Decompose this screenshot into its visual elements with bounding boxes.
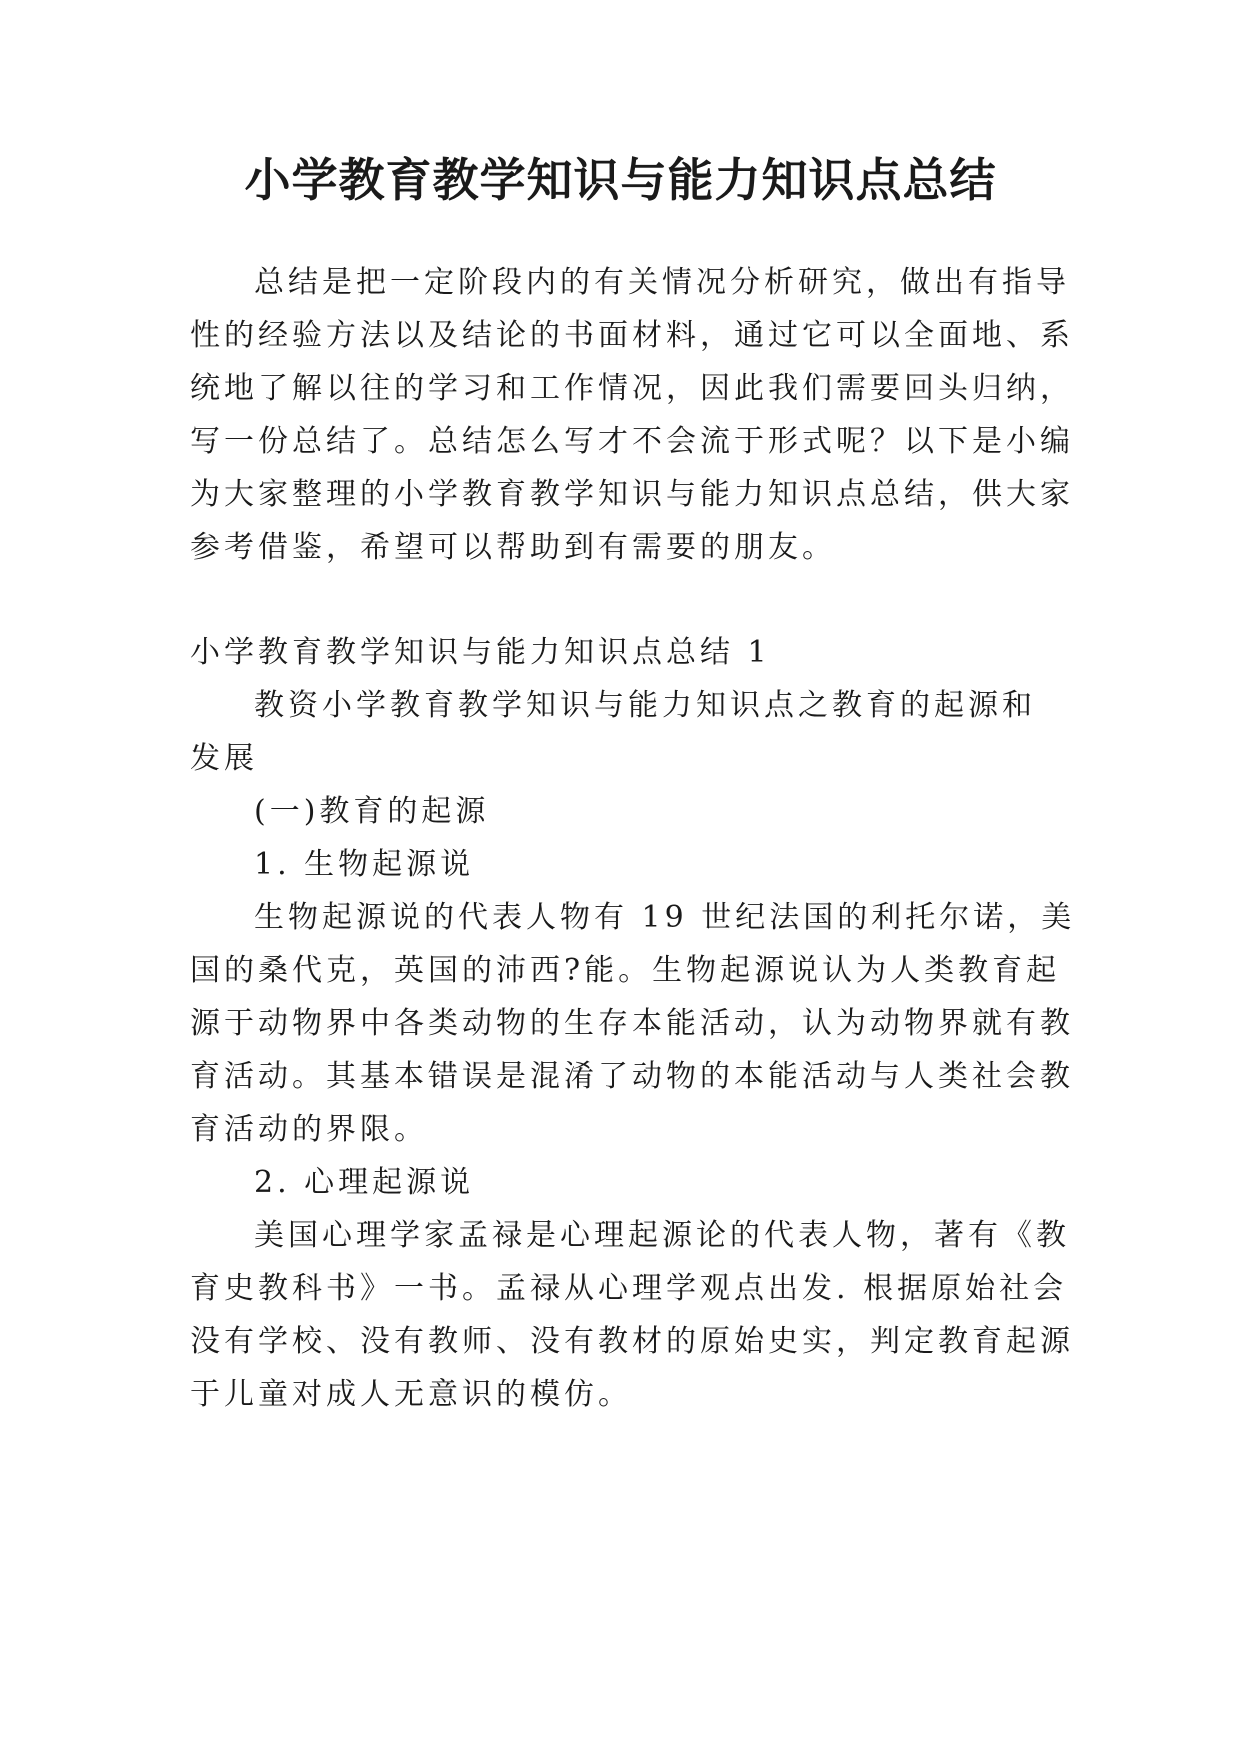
intro-line: 总结是把一定阶段内的有关情况分析研究，做出有指导: [254, 265, 1070, 300]
bio-paragraph-line: 国的桑代克，英国的沛西?能。生物起源说认为人类教育起: [190, 953, 1061, 988]
psy-paragraph-line: 育史教科书》一书。孟禄从心理学观点出发. 根据原始社会: [190, 1271, 1068, 1306]
psy-paragraph-line: 没有学校、没有教师、没有教材的原始史实，判定教育起源: [190, 1324, 1074, 1359]
bio-paragraph-line: 源于动物界中各类动物的生存本能活动，认为动物界就有教: [190, 1006, 1074, 1041]
psy-paragraph-line: 美国心理学家孟禄是心理起源论的代表人物，著有《教: [254, 1218, 1070, 1253]
intro-line: 参考借鉴，希望可以帮助到有需要的朋友。: [190, 530, 836, 565]
bio-paragraph-line: 育活动。其基本错误是混淆了动物的本能活动与人类社会教: [190, 1059, 1074, 1094]
subtitle-line: 教资小学教育教学知识与能力知识点之教育的起源和: [254, 688, 1036, 723]
intro-line: 统地了解以往的学习和工作情况，因此我们需要回头归纳，: [190, 371, 1074, 406]
document-title: 小学教育教学知识与能力知识点总结: [244, 153, 997, 207]
heading-bio-origin: 1. 生物起源说: [254, 847, 475, 882]
heading-origin: (一)教育的起源: [254, 794, 490, 829]
psy-paragraph-line: 于儿童对成人无意识的模仿。: [190, 1377, 632, 1412]
intro-line: 为大家整理的小学教育教学知识与能力知识点总结，供大家: [190, 477, 1074, 512]
bio-paragraph-line: 育活动的界限。: [190, 1112, 428, 1147]
bio-paragraph-line: 生物起源说的代表人物有 19 世纪法国的利托尔诺，美: [254, 900, 1076, 935]
section-title: 小学教育教学知识与能力知识点总结 1: [190, 635, 771, 670]
heading-psy-origin: 2. 心理起源说: [254, 1165, 475, 1200]
subtitle-line: 发展: [190, 741, 258, 776]
intro-line: 写一份总结了。总结怎么写才不会流于形式呢？以下是小编: [190, 424, 1074, 459]
intro-line: 性的经验方法以及结论的书面材料，通过它可以全面地、系: [190, 318, 1074, 353]
